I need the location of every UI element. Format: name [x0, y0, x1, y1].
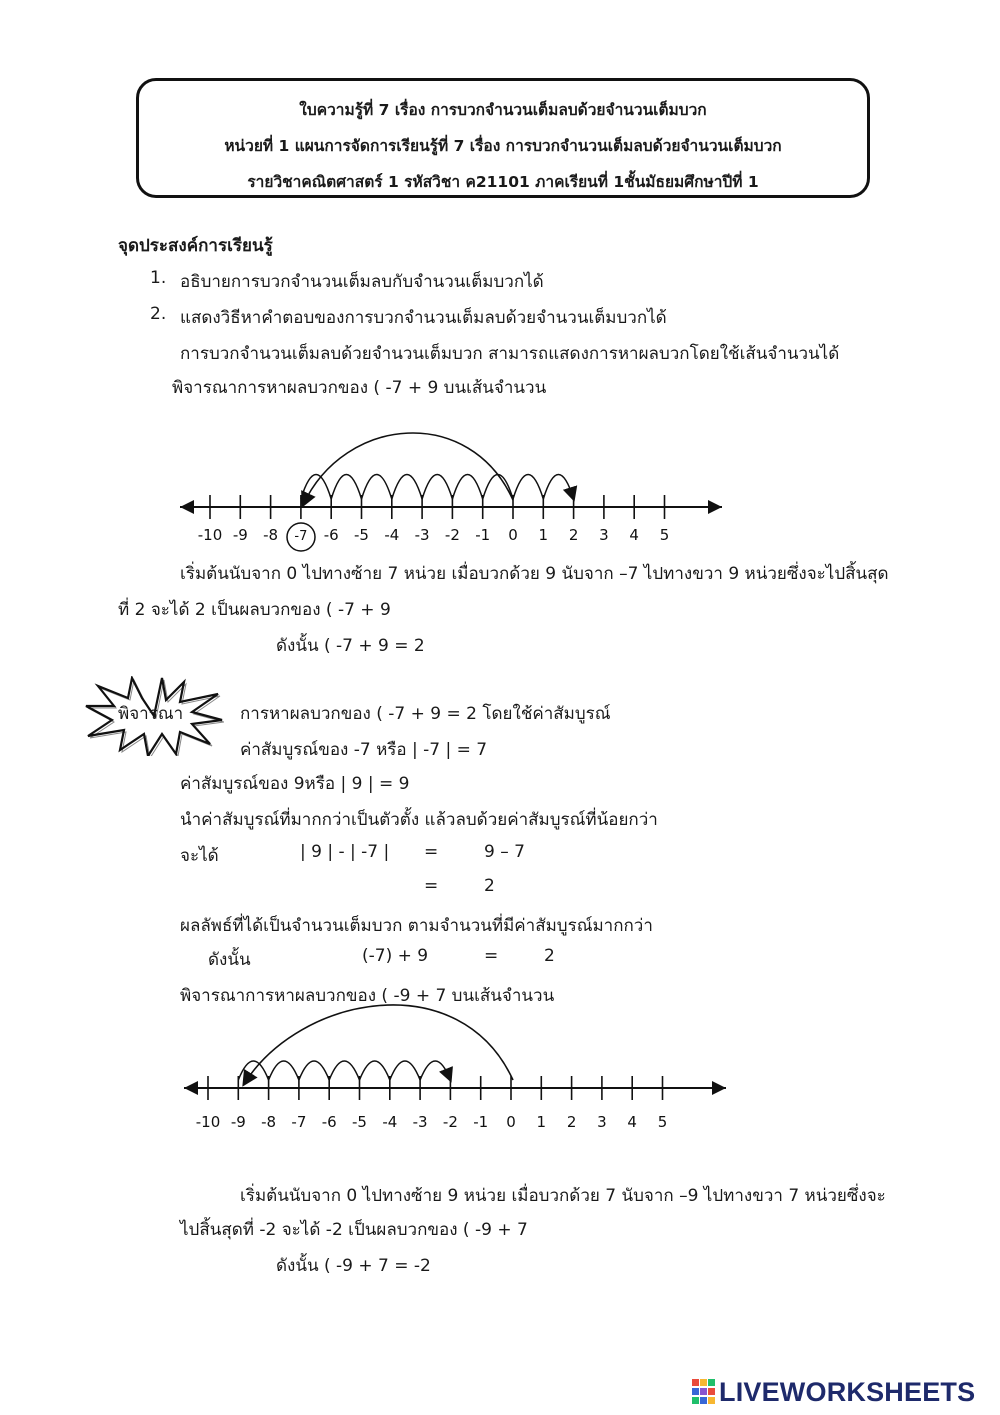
hop-arc--4-to--3	[390, 1061, 420, 1080]
tick-label--2: -2	[442, 1113, 458, 1131]
tick-label--6: -6	[323, 526, 339, 544]
consider-line-8-label: ดังนั้น	[208, 950, 251, 970]
consider-line-8-equals: =	[484, 946, 499, 966]
hop-arc--4-to--3	[392, 475, 422, 500]
title-box	[136, 78, 870, 198]
example-1-prompt: พิจารณาการหาผลบวกของ ( -7 + 9 บนเส้นจำนวน	[172, 378, 547, 398]
tick-label--7: -7	[294, 529, 308, 544]
tick-label--2: -2	[444, 526, 460, 544]
hop-arc--1-to-0	[483, 475, 513, 500]
jump-arc-left-9	[244, 1005, 513, 1084]
example-1-explain-line-1: เริ่มต้นนับจาก 0 ไปทางซ้าย 7 หน่วย เมื่อบวกด้วย 9 นับจาก –7 ไปทางขวา 9 หน่วยซึ่งจะไปสิ้นสุด	[180, 564, 889, 584]
objective-1-number: 1.	[150, 268, 167, 288]
tick-label-0: 0	[506, 1113, 516, 1131]
consider-line-5-value: 9 – 7	[484, 842, 525, 862]
number-line-1	[0, 420, 1000, 555]
consider-line-8-value: 2	[544, 946, 555, 966]
title-line-2: หน่วยที่ 1 แผนการจัดการเรียนรู้ที่ 7 เรื่อง การบวกจำนวนเต็มลบด้วยจำนวนเต็มบวก	[224, 137, 782, 155]
consider-badge-label: พิจารณา	[118, 704, 184, 724]
example-2-explain-line-2: ไปสิ้นสุดที่ -2 จะได้ -2 เป็นผลบวกของ ( -9 + 7	[180, 1220, 528, 1240]
tick-label--7: -7	[291, 1113, 307, 1131]
hop-arc--7-to--6	[299, 1061, 329, 1080]
example-2-conclusion: ดังนั้น ( -9 + 7 = -2	[276, 1256, 431, 1276]
tick-label-4: 4	[627, 1113, 637, 1131]
hop-arc--3-to--2	[420, 1061, 450, 1080]
consider-line-8-expr: (-7) + 9	[362, 946, 429, 966]
tick-label--5: -5	[352, 1113, 367, 1131]
tick-label-0: 0	[508, 526, 518, 544]
hop-arc-1-to-2	[543, 475, 573, 500]
example-2-explain-line-1: เริ่มต้นนับจาก 0 ไปทางซ้าย 9 หน่วย เมื่อบวกด้วย 7 นับจาก –9 ไปทางขวา 7 หน่วยซึ่งจะ	[240, 1186, 886, 1206]
tick-label--3: -3	[414, 526, 430, 544]
liveworksheets-logo	[692, 1378, 975, 1406]
example-1-conclusion: ดังนั้น ( -7 + 9 = 2	[276, 636, 425, 656]
tick-label--4: -4	[382, 1113, 398, 1131]
intro-text: การบวกจำนวนเต็มลบด้วยจำนวนเต็มบวก สามารถแสดงการหาผลบวกโดยใช้เส้นจำนวนได้	[180, 344, 840, 364]
tick-label-1: 1	[536, 1113, 547, 1131]
hop-arc--8-to--7	[269, 1061, 299, 1080]
objective-2-number: 2.	[150, 304, 167, 324]
tick-label--4: -4	[384, 526, 400, 544]
tick-label-4: 4	[629, 526, 639, 544]
axis-arrow-right	[708, 500, 722, 514]
objective-1: อธิบายการบวกจำนวนเต็มลบกับจำนวนเต็มบวกได้	[180, 272, 544, 292]
axis-arrow-left	[184, 1081, 198, 1095]
number-line-2	[0, 1000, 1000, 1140]
example-2-prompt: พิจารณาการหาผลบวกของ ( -9 + 7 บนเส้นจำนวน	[180, 986, 555, 1006]
tick-label--10: -10	[197, 526, 223, 544]
tick-label--10: -10	[195, 1113, 221, 1131]
objectives-heading: จุดประสงค์การเรียนรู้	[118, 236, 273, 256]
tick-label-5: 5	[657, 1113, 668, 1131]
consider-line-2: ค่าสัมบูรณ์ของ -7 หรือ | -7 | = 7	[240, 740, 488, 760]
hop-arc--3-to--2	[422, 475, 452, 500]
hop-arc--5-to--4	[362, 475, 392, 500]
consider-line-5-equals: =	[424, 842, 439, 862]
axis-arrow-right	[712, 1081, 726, 1095]
axis-arrow-left	[180, 500, 194, 514]
hop-arc--2-to--1	[452, 475, 482, 500]
consider-line-4: นำค่าสัมบูรณ์ที่มากกว่าเป็นตัวตั้ง แล้วลบด้วยค่าสัมบูรณ์ที่น้อยกว่า	[180, 810, 658, 830]
consider-line-6-value: 2	[484, 876, 495, 896]
tick-label--9: -9	[232, 526, 248, 544]
tick-label--1: -1	[473, 1113, 489, 1131]
consider-line-1: การหาผลบวกของ ( -7 + 9 = 2 โดยใช้ค่าสัมบูรณ์	[240, 704, 611, 724]
consider-line-3: ค่าสัมบูรณ์ของ 9หรือ | 9 | = 9	[180, 774, 410, 794]
tick-label--8: -8	[263, 526, 279, 544]
title-line-1: ใบความรู้ที่ 7 เรื่อง การบวกจำนวนเต็มลบด้วยจำนวนเต็มบวก	[299, 101, 707, 119]
tick-label-3: 3	[599, 526, 609, 544]
tick-label-2: 2	[566, 1113, 577, 1131]
hop-arc--6-to--5	[329, 1061, 359, 1080]
consider-line-5-label: จะได้	[180, 846, 219, 866]
example-1-explain-line-2: ที่ 2 จะได้ 2 เป็นผลบวกของ ( -7 + 9	[118, 600, 391, 620]
tick-label-5: 5	[659, 526, 670, 544]
tick-label-2: 2	[568, 526, 579, 544]
logo-text: LIVEWORKSHEETS	[719, 1376, 976, 1407]
tick-label--6: -6	[321, 1113, 337, 1131]
tick-label--1: -1	[475, 526, 491, 544]
title-line-3: รายวิชาคณิตศาสตร์ 1 รหัสวิชา ค21101 ภาคเรียนที่ 1ชั้นมัธยมศึกษาปีที่ 1	[247, 173, 759, 191]
tick-label-1: 1	[538, 526, 549, 544]
tick-label--8: -8	[261, 1113, 277, 1131]
objective-2: แสดงวิธีหาคำตอบของการบวกจำนวนเต็มลบด้วยจำนวนเต็มบวกได้	[180, 308, 667, 328]
logo-icon	[692, 1379, 716, 1405]
hop-arc-0-to-1	[513, 475, 543, 500]
tick-label--5: -5	[354, 526, 369, 544]
tick-label--3: -3	[412, 1113, 428, 1131]
hop-arc--5-to--4	[360, 1061, 390, 1080]
tick-label-3: 3	[597, 1113, 607, 1131]
consider-line-5-expr: | 9 | - | -7 |	[300, 842, 390, 862]
tick-label--9: -9	[230, 1113, 246, 1131]
consider-line-7: ผลลัพธ์ที่ได้เป็นจำนวนเต็มบวก ตามจำนวนที่มีค่าสัมบูรณ์มากกว่า	[180, 916, 653, 936]
consider-line-6-equals: =	[424, 876, 439, 896]
hop-arc--6-to--5	[331, 475, 361, 500]
hop-arc--7-to--6	[301, 475, 331, 500]
